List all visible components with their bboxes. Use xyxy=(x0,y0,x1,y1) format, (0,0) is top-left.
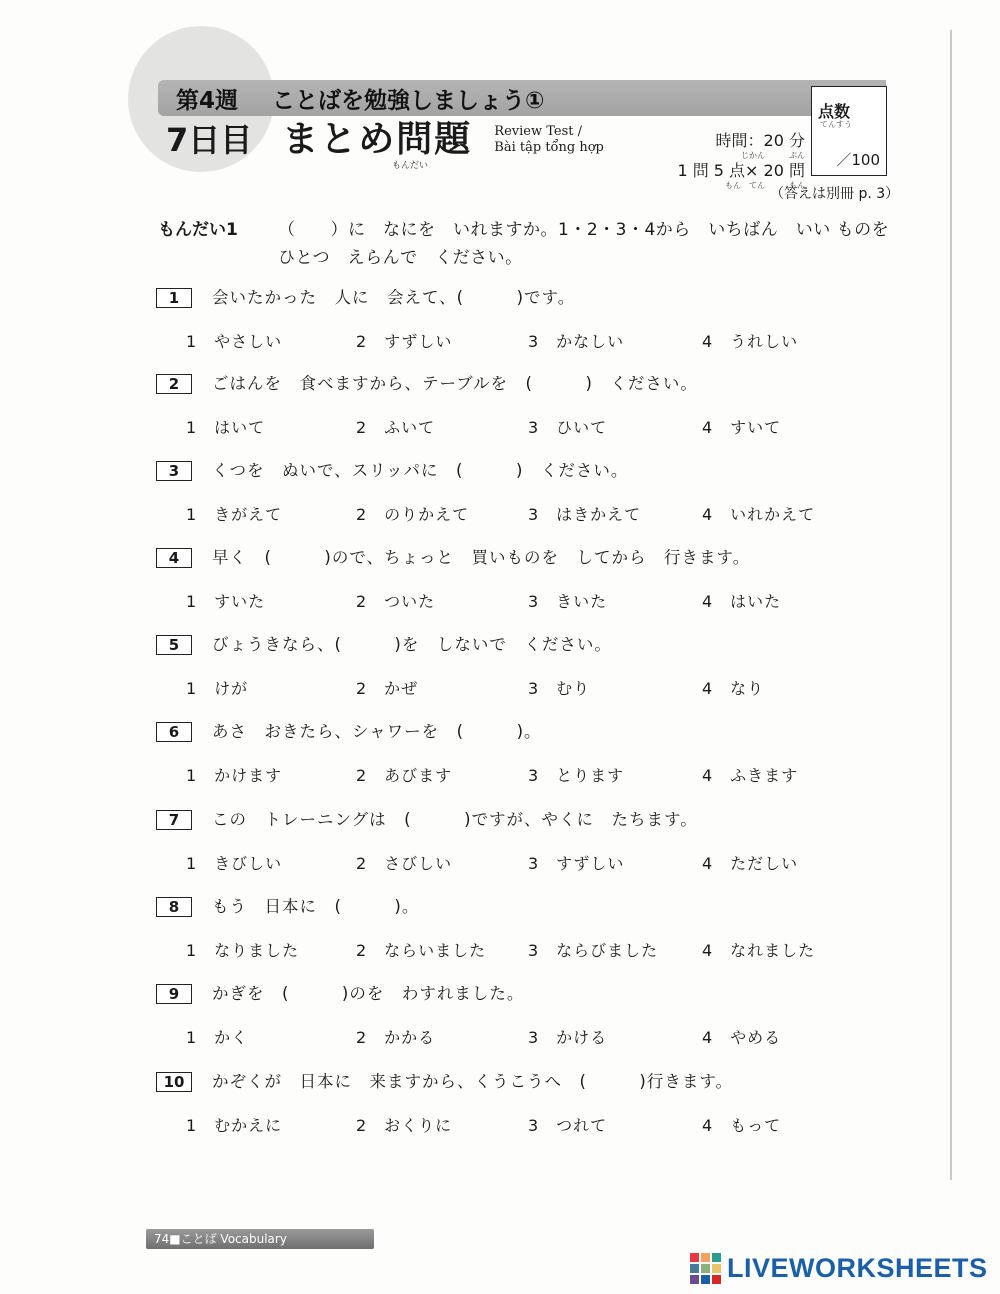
score-ruby: てんすう xyxy=(820,120,852,129)
option-3[interactable]: 3 はきかえて xyxy=(528,505,642,524)
question-text: もう 日本に ( )。 xyxy=(212,897,420,916)
option-1[interactable]: 1 けが xyxy=(186,679,249,698)
option-3[interactable]: 3 かなしい xyxy=(528,332,625,351)
option-2[interactable]: 2 のりかえて xyxy=(356,505,470,524)
option-3[interactable]: 3 かける xyxy=(528,1028,608,1047)
logo-mark-cell xyxy=(701,1264,710,1273)
question-text: かぞくが 日本に 来ますから、くうこうへ ( )行きます。 xyxy=(212,1072,734,1091)
option-4[interactable]: 4 ふきます xyxy=(702,766,799,785)
logo-mark-cell xyxy=(690,1264,699,1273)
option-3[interactable]: 3 ならびました xyxy=(528,941,659,960)
option-4[interactable]: 4 うれしい xyxy=(702,332,799,351)
question-4 xyxy=(156,546,856,616)
logo-mark-cell xyxy=(712,1275,721,1284)
option-2[interactable]: 2 ふいて xyxy=(356,418,436,437)
week-title: ことばを勉強しましょう① xyxy=(272,87,545,114)
logo-mark-cell xyxy=(690,1253,699,1262)
page-footer: 74■ことば Vocabulary xyxy=(146,1229,374,1249)
option-3[interactable]: 3 ひいて xyxy=(528,418,608,437)
liveworksheets-logo xyxy=(690,1253,988,1284)
option-2[interactable]: 2 かぜ xyxy=(356,679,419,698)
option-3[interactable]: 3 すずしい xyxy=(528,854,625,873)
option-3[interactable]: 3 きいた xyxy=(528,592,608,611)
option-2[interactable]: 2 ならいました xyxy=(356,941,487,960)
question-6 xyxy=(156,720,856,790)
question-8 xyxy=(156,895,856,965)
logo-mark-cell xyxy=(712,1264,721,1273)
option-1[interactable]: 1 なりました xyxy=(186,941,300,960)
question-number: 4 xyxy=(156,548,192,568)
question-5 xyxy=(156,633,856,703)
day-label: 7日目 xyxy=(166,121,253,159)
question-number: 10 xyxy=(156,1072,192,1092)
option-1[interactable]: 1 はいて xyxy=(186,418,266,437)
week-header-bar xyxy=(158,80,886,116)
question-text: びょうきなら、( )を しないで ください。 xyxy=(212,635,612,654)
option-4[interactable]: 4 やめる xyxy=(702,1028,782,1047)
option-4[interactable]: 4 ただしい xyxy=(702,854,799,873)
option-2[interactable]: 2 あびます xyxy=(356,766,453,785)
question-number: 6 xyxy=(156,722,192,742)
question-text: 早く ( )ので、ちょっと 買いものを してから 行きます。 xyxy=(212,548,751,567)
question-7 xyxy=(156,808,856,878)
day-title-row xyxy=(166,118,604,162)
option-1[interactable]: 1 やさしい xyxy=(186,332,283,351)
option-3[interactable]: 3 むり xyxy=(528,679,591,698)
question-number: 7 xyxy=(156,810,192,830)
option-1[interactable]: 1 きびしい xyxy=(186,854,283,873)
option-3[interactable]: 3 とります xyxy=(528,766,625,785)
option-2[interactable]: 2 おくりに xyxy=(356,1116,453,1135)
question-text: 会いたかった 人に 会えて、( )です。 xyxy=(212,288,576,307)
option-4[interactable]: 4 なり xyxy=(702,679,765,698)
title-ruby: もんだい xyxy=(392,161,429,171)
option-3[interactable]: 3 つれて xyxy=(528,1116,608,1135)
question-1 xyxy=(156,286,856,356)
question-number: 2 xyxy=(156,374,192,394)
points-line: 1 問 5 点× 20 問 xyxy=(677,161,805,180)
question-2 xyxy=(156,372,856,442)
option-2[interactable]: 2 さびしい xyxy=(356,854,453,873)
option-4[interactable]: 4 いれかえて xyxy=(702,505,816,524)
logo-text: LIVEWORKSHEETS xyxy=(727,1253,988,1283)
review-en: Review Test / xyxy=(494,124,582,139)
question-text: ごはんを 食べますから、テーブルを ( ) ください。 xyxy=(212,374,698,393)
logo-mark-cell xyxy=(701,1275,710,1284)
review-vi: Bài tập tổng hợp xyxy=(494,140,604,155)
points-ruby: もん てん もん xyxy=(725,181,805,190)
option-1[interactable]: 1 すいた xyxy=(186,592,266,611)
question-number: 8 xyxy=(156,897,192,917)
answers-note: （答えは別冊 p. 3） xyxy=(770,186,900,202)
question-10 xyxy=(156,1070,856,1140)
logo-mark-cell xyxy=(712,1253,721,1262)
question-number: 3 xyxy=(156,461,192,481)
review-subtitle xyxy=(494,124,604,156)
week-label: 第4週 xyxy=(176,87,239,114)
question-text: あさ おきたら、シャワーを ( )。 xyxy=(212,722,542,741)
instructions-text: （ ）に なにを いれますか。1・2・3・4から いちばん いい ものを ひとつ えらんで ください。 xyxy=(278,220,907,268)
question-text: くつを ぬいで、スリッパに ( ) ください。 xyxy=(212,461,629,480)
score-total: ／100 xyxy=(836,151,880,169)
option-4[interactable]: 4 なれました xyxy=(702,941,816,960)
time-line: 時間：20 分 xyxy=(715,131,805,150)
instructions-label: もんだい1 xyxy=(158,220,238,240)
option-2[interactable]: 2 すずしい xyxy=(356,332,453,351)
score-box xyxy=(811,86,887,176)
page-edge-line xyxy=(950,30,952,1180)
logo-mark-icon xyxy=(690,1253,721,1284)
question-number: 1 xyxy=(156,288,192,308)
page-title: まとめ問題 xyxy=(282,119,473,160)
option-1[interactable]: 1 かく xyxy=(186,1028,249,1047)
option-1[interactable]: 1 むかえに xyxy=(186,1116,283,1135)
question-9 xyxy=(156,982,856,1052)
time-info xyxy=(660,130,805,190)
question-3 xyxy=(156,459,856,529)
question-text: この トレーニングは ( )ですが、やくに たちます。 xyxy=(212,810,698,829)
option-2[interactable]: 2 ついた xyxy=(356,592,436,611)
option-4[interactable]: 4 はいた xyxy=(702,592,782,611)
title-block xyxy=(282,118,472,162)
logo-mark-cell xyxy=(690,1275,699,1284)
option-4[interactable]: 4 もって xyxy=(702,1116,782,1135)
logo-mark-cell xyxy=(701,1253,710,1262)
time-ruby: じかん ぷん xyxy=(741,151,805,160)
option-2[interactable]: 2 かかる xyxy=(356,1028,436,1047)
option-4[interactable]: 4 すいて xyxy=(702,418,782,437)
question-number: 5 xyxy=(156,635,192,655)
option-1[interactable]: 1 かけます xyxy=(186,766,283,785)
question-number: 9 xyxy=(156,984,192,1004)
question-text: かぎを ( )のを わすれました。 xyxy=(212,984,525,1003)
option-1[interactable]: 1 きがえて xyxy=(186,505,283,524)
score-label: 点数 xyxy=(818,102,851,121)
